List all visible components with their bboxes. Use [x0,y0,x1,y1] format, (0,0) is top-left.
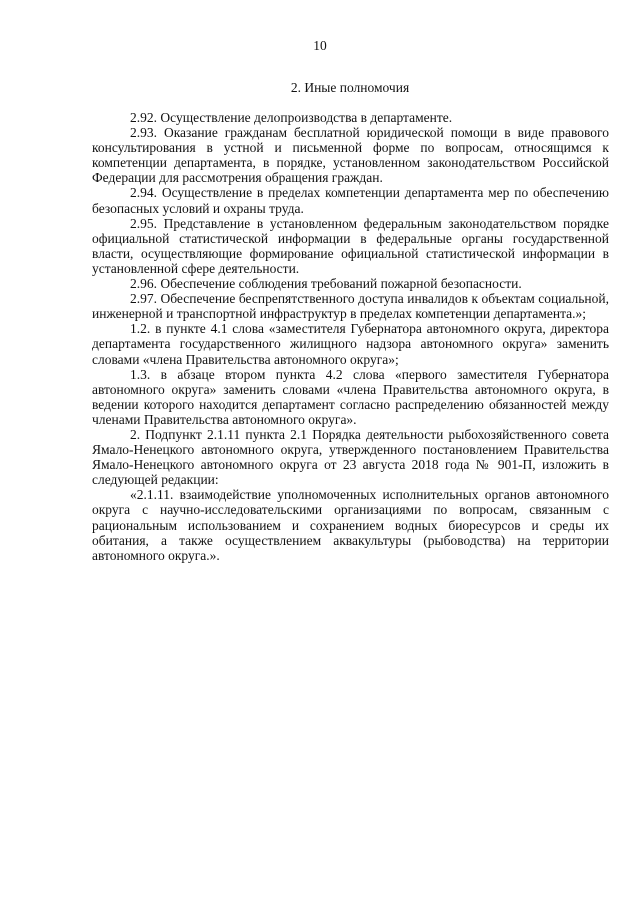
paragraph-1-3: 1.3. в абзаце втором пункта 4.2 слова «первого заместителя Губернатора автономного округа» заменить словами «члена Правительства автономного округа, в ведении которого находится департамент согласно распределению обязанностей между членами Правительства автономного округа». [92,366,609,427]
document-body [92,110,609,563]
paragraph-2-95: 2.95. Представление в установленном федеральным законодательством порядке официальной статистической информации в федеральные органы государственной власти, осуществляющие формирование официальной статистической информации в установленной сфере деятельности. [92,215,609,276]
paragraph-2-96: 2.96. Обеспечение соблюдения требований пожарной безопасности. [130,276,522,292]
paragraph-2-1-11: «2.1.11. взаимодействие уполномоченных исполнительных органов автономного округа с научно-исследовательскими организациями по вопросам, связанным с рациональным использованием и сохранением водных биоресурсов и среды их обитания, а также осуществлением аквакультуры (рыбоводства) на территории автономного округа.». [92,487,609,563]
page-number: 10 [313,38,327,53]
paragraph-2-93: 2.93. Оказание гражданам бесплатной юридической помощи в виде правового консультирования в устной и письменной форме по вопросам, относящимся к компетенции департамента, в порядке, установленном законодательством Российской Федерации для рассмотрения обращения граждан. [92,125,609,186]
paragraph-2: 2. Подпункт 2.1.11 пункта 2.1 Порядка деятельности рыбохозяйственного совета Ямало-Ненецкого автономного округа, утвержденного постановлением Правительства Ямало-Ненецкого автономного округа от 23 августа 2018 года № 901-П, изложить в следующей редакции: [92,426,609,488]
paragraph-2-92: 2.92. Осуществление делопроизводства в департаменте. [130,110,453,125]
paragraph-2-94: 2.94. Осуществление в пределах компетенции департамента мер по обеспечению безопасных условий и охраны труда. [92,185,609,216]
paragraph-1-2: 1.2. в пункте 4.1 слова «заместителя Губернатора автономного округа, директора департамента государственного жилищного надзора автономного округа» заменить словами «члена Правительства автономного округа»; [92,321,609,367]
paragraph-2-97: 2.97. Обеспечение беспрепятственного доступа инвалидов к объектам социальной, инженерной и транспортной инфраструктур в пределах компетенции департамента.»; [92,291,609,322]
section-title: 2. Иные полномочия [290,80,410,95]
